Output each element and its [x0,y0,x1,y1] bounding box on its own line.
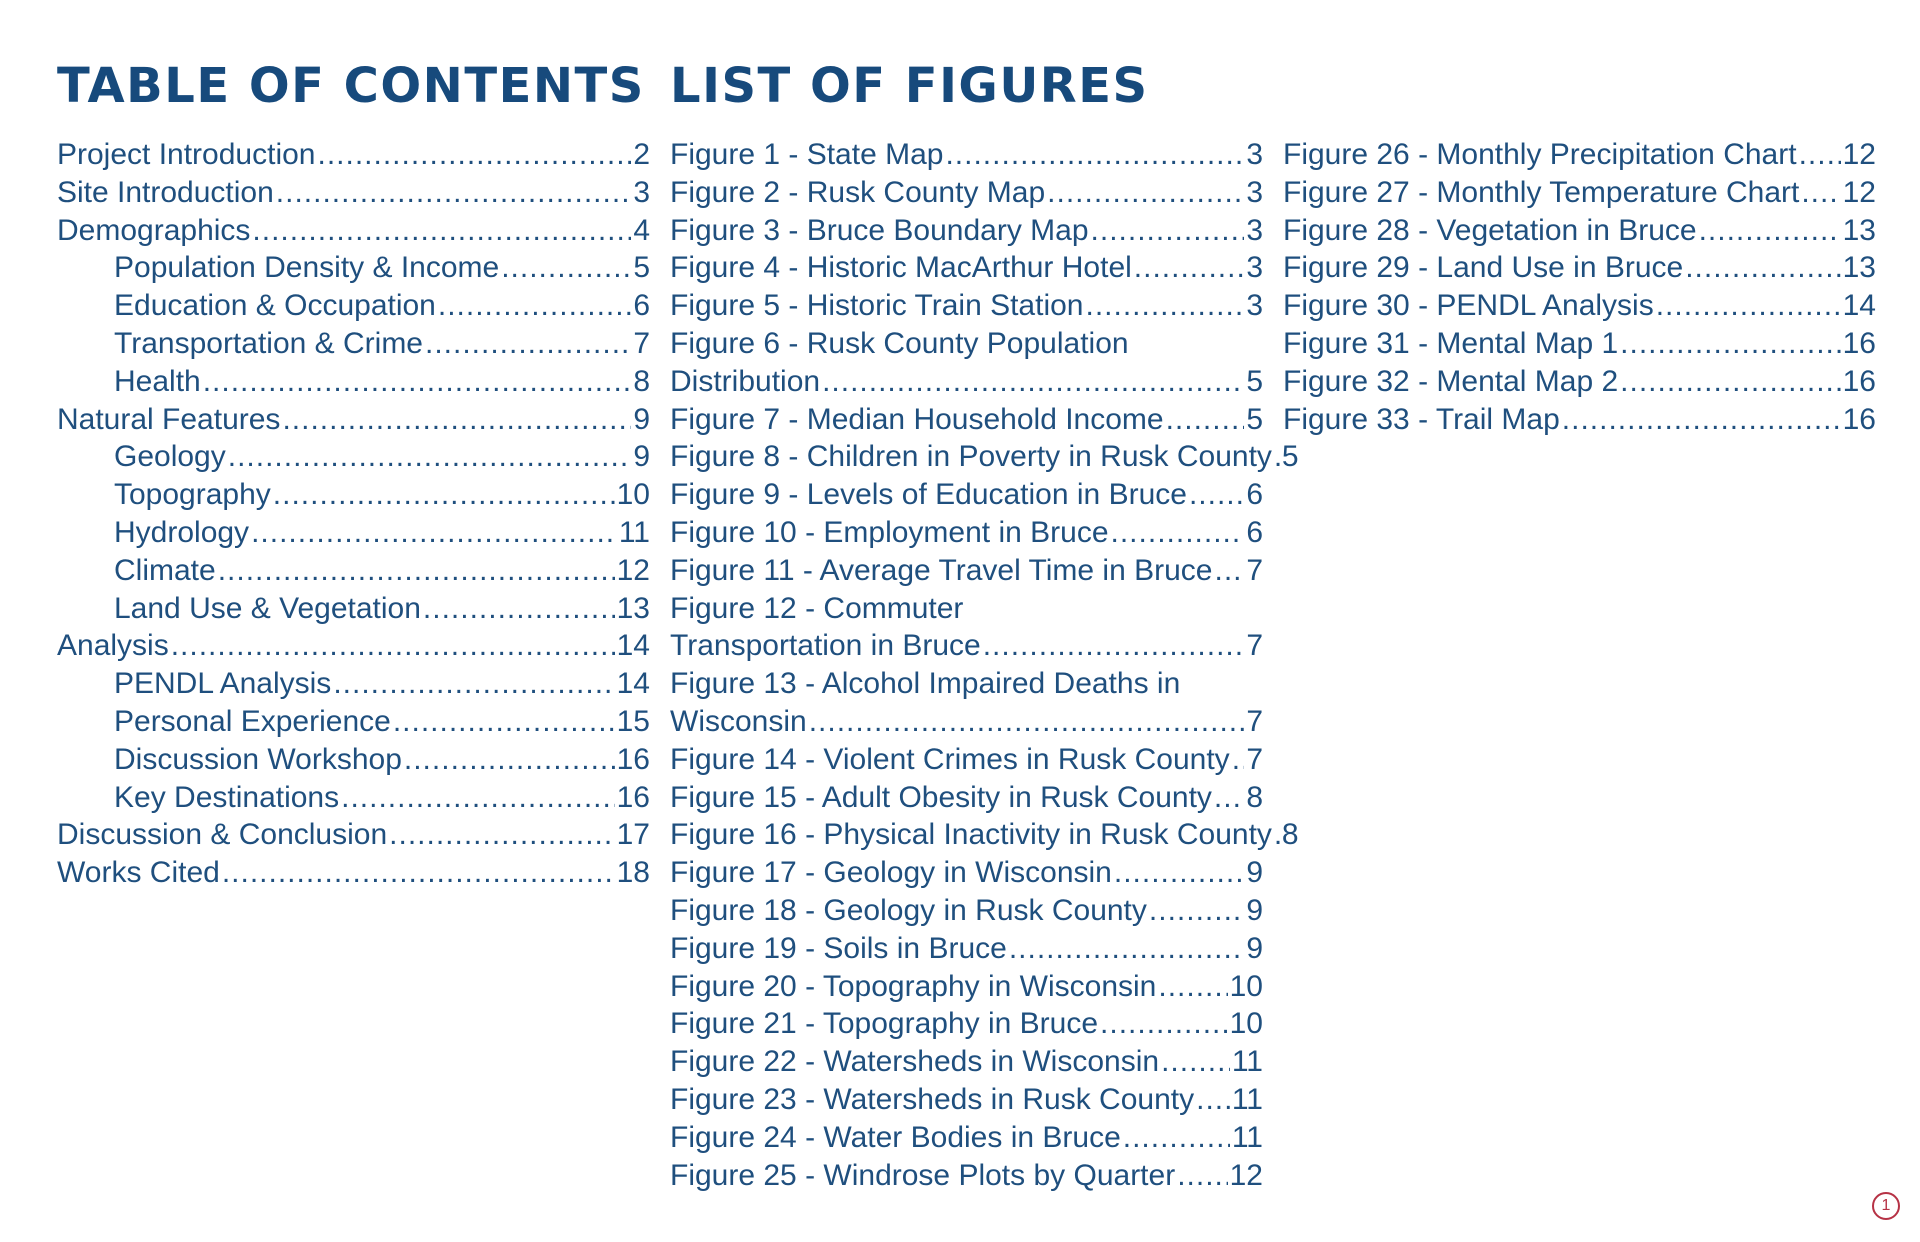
list-item[interactable] [670,138,1263,176]
entry-page-number: 9 [633,402,650,436]
entry-page-number: 6 [1246,515,1263,549]
list-item[interactable] [670,781,1263,819]
dot-leader [1274,440,1280,474]
entry-label: Personal Experience [114,704,391,738]
dot-leader [389,818,614,852]
dot-leader [228,440,632,474]
entry-page-number: 5 [1246,402,1263,436]
entry-page-number: 8 [1246,780,1263,814]
list-item[interactable] [57,705,650,743]
list-item[interactable] [670,440,1299,478]
list-item[interactable] [57,289,650,327]
entry-label: Figure 12 - Commuter [670,591,964,625]
list-item[interactable] [57,478,650,516]
list-item[interactable] [670,1045,1263,1083]
list-item[interactable] [57,327,650,365]
dot-leader [1562,403,1841,437]
figures-list-2 [1283,138,1876,440]
entry-label: Figure 33 - Trail Map [1283,402,1560,436]
dot-leader [1189,478,1244,512]
entry-label: Geology [114,440,226,474]
entry-page-number: 16 [1842,364,1876,398]
entry-page-number: 9 [1246,856,1263,890]
entry-label: Site Introduction [57,175,274,209]
dot-leader [1620,327,1840,361]
entry-label: Figure 6 - Rusk County Population [670,326,1129,360]
list-item[interactable] [670,176,1263,214]
entry-page-number: 12 [1842,175,1876,209]
list-item[interactable] [670,932,1263,970]
entry-label: Demographics [57,213,251,247]
dot-leader [282,403,631,437]
list-item[interactable] [670,856,1263,894]
entry-page-number: 12 [1229,1158,1263,1192]
list-item[interactable] [670,818,1299,856]
dot-leader [273,478,615,512]
entry-label: Education & Occupation [114,289,436,323]
entry-label: Transportation in Bruce [670,629,981,663]
list-item[interactable] [57,365,650,403]
entry-page-number: 15 [616,704,650,738]
entry-label: Key Destinations [114,780,340,814]
entry-label: Figure 14 - Violent Crimes in Rusk County [670,742,1230,776]
dot-leader [1196,1083,1230,1117]
dot-leader [1161,1045,1230,1079]
dot-leader [1091,214,1245,248]
entry-page-number: 11 [1231,1120,1263,1154]
entry-label: Distribution [670,364,821,398]
entry-label: Figure 28 - Vegetation in Bruce [1283,213,1697,247]
entry-page-number: 8 [1281,818,1299,852]
toc-heading: TABLE OF CONTENTS [57,58,645,114]
dot-leader [1111,516,1245,550]
dot-leader [404,743,615,777]
entry-page-number: 17 [616,818,650,852]
dot-leader [1214,554,1244,588]
entry-label: Figure 24 - Water Bodies in Bruce [670,1120,1121,1154]
dot-leader [1232,743,1245,777]
entry-page-number: 9 [633,440,650,474]
entry-page-number: 16 [616,780,650,814]
entry-page-number: 5 [1281,440,1299,474]
entry-label: Figure 9 - Levels of Education in Bruce [670,478,1187,512]
entry-page-number: 9 [1246,931,1263,965]
entry-label: Figure 27 - Monthly Temperature Chart [1283,175,1800,209]
list-item[interactable] [670,1007,1263,1045]
entry-page-number: 7 [1246,704,1263,738]
dot-leader [1123,1121,1230,1155]
dot-leader [1274,818,1280,852]
list-item[interactable] [1283,365,1876,403]
entry-label: Hydrology [114,515,250,549]
dot-leader [222,856,615,890]
dot-leader [809,705,1245,739]
dot-leader [1158,970,1227,1004]
entry-label: Figure 18 - Geology in Rusk County [670,893,1147,927]
list-item[interactable] [57,592,650,630]
entry-page-number: 13 [1842,213,1876,247]
entry-page-number: 11 [618,515,650,549]
list-item[interactable] [670,743,1263,781]
dot-leader [425,327,631,361]
dot-leader [501,251,631,285]
entry-page-number: 5 [1246,364,1263,398]
list-item[interactable] [57,856,650,894]
entry-label: Figure 8 - Children in Poverty in Rusk County [670,440,1272,474]
dot-leader [276,176,632,210]
dot-leader [1114,856,1244,890]
entry-page-number: 9 [1246,893,1263,927]
entry-page-number: 7 [1246,553,1263,587]
entry-label: Figure 11 - Average Travel Time in Bruce [670,553,1213,587]
entry-page-number: 18 [616,856,650,890]
list-item[interactable] [57,781,650,819]
dot-leader [333,667,614,701]
entry-page-number: 16 [1842,402,1876,436]
dot-leader [203,365,632,399]
list-item[interactable] [1283,289,1876,327]
list-item[interactable] [670,289,1263,327]
entry-page-number: 14 [616,667,650,701]
entry-label: Figure 1 - State Map [670,138,944,171]
entry-page-number: 14 [616,629,650,663]
list-item[interactable] [57,667,650,705]
dot-leader [1047,176,1244,210]
list-item[interactable] [670,516,1263,554]
entry-page-number: 13 [1842,251,1876,285]
entry-label: Wisconsin [670,704,807,738]
entry-label: Figure 16 - Physical Inactivity in Rusk County [670,818,1272,852]
figures-list-1 [670,138,1299,1196]
list-item[interactable] [670,1083,1263,1121]
list-item[interactable] [57,440,650,478]
entry-label: Transportation & Crime [114,326,423,360]
entry-label: Discussion & Conclusion [57,818,388,852]
list-item[interactable] [1283,403,1876,441]
entry-page-number: 11 [1231,1045,1263,1079]
entry-page-number: 13 [616,591,650,625]
entry-label: Figure 19 - Soils in Bruce [670,931,1007,965]
entry-page-number: 10 [616,478,650,512]
entry-page-number: 11 [1231,1082,1263,1116]
entry-page-number: 10 [1229,969,1263,1003]
dot-leader [1685,251,1840,285]
entry-page-number: 16 [616,742,650,776]
dot-leader [1620,365,1840,399]
entry-page-number: 3 [1246,289,1263,323]
list-item[interactable] [57,554,650,592]
dot-leader [1799,138,1841,172]
list-item[interactable] [670,478,1263,516]
dot-leader [393,705,615,739]
entry-page-number: 8 [633,364,650,398]
dot-leader [1134,251,1245,285]
list-item[interactable] [57,743,650,781]
list-item[interactable] [57,403,650,441]
entry-label: Population Density & Income [114,251,500,285]
entry-page-number: 3 [1246,138,1263,171]
list-item[interactable] [670,251,1263,289]
entry-page-number: 12 [616,553,650,587]
entry-label: Figure 2 - Rusk County Map [670,175,1046,209]
entry-page-number: 6 [1246,478,1263,512]
list-item[interactable] [670,1159,1263,1197]
entry-label: Figure 23 - Watersheds in Rusk County [670,1082,1195,1116]
entry-label: Figure 26 - Monthly Precipitation Chart [1283,138,1797,171]
entry-page-number: 12 [1842,138,1876,171]
entry-label: Figure 15 - Adult Obesity in Rusk County [670,780,1212,814]
list-item[interactable] [1283,251,1876,289]
list-item[interactable] [670,894,1263,932]
list-item[interactable] [1283,214,1876,252]
page-number-badge: 1 [1872,1192,1900,1220]
dot-leader [1166,403,1245,437]
list-item[interactable] [1283,176,1876,214]
dot-leader [252,214,631,248]
entry-label: Natural Features [57,402,281,436]
list-item[interactable] [1283,327,1876,365]
list-item[interactable] [57,214,650,252]
dot-leader [822,365,1244,399]
list-item[interactable] [670,629,1263,667]
dot-leader [1177,1159,1227,1193]
entry-label: Figure 4 - Historic MacArthur Hotel [670,251,1132,285]
entry-label: Figure 7 - Median Household Income [670,402,1164,436]
dot-leader [1149,894,1244,928]
entry-page-number: 6 [633,289,650,323]
entry-page-number: 16 [1842,326,1876,360]
list-item[interactable] [670,667,1263,705]
entry-label: Discussion Workshop [114,742,402,776]
entry-label: Analysis [57,629,169,663]
entry-label: Figure 21 - Topography in Bruce [670,1007,1099,1041]
entry-label: Figure 3 - Bruce Boundary Map [670,213,1089,247]
list-item[interactable] [670,327,1263,365]
dot-leader [1214,781,1244,815]
list-item[interactable] [57,176,650,214]
dot-leader [423,592,615,626]
list-item[interactable] [670,554,1263,592]
dot-leader [218,554,615,588]
dot-leader [438,289,631,323]
entry-label: Figure 22 - Watersheds in Wisconsin [670,1045,1160,1079]
entry-label: Figure 10 - Employment in Bruce [670,515,1109,549]
entry-label: Figure 20 - Topography in Wisconsin [670,969,1157,1003]
figures-heading: LIST OF FIGURES [670,58,1149,114]
list-item[interactable] [57,138,650,176]
list-item[interactable] [1283,138,1876,176]
entry-label: Figure 5 - Historic Train Station [670,289,1084,323]
dot-leader [1801,176,1840,210]
entry-page-number: 3 [633,175,650,209]
entry-label: Land Use & Vegetation [114,591,421,625]
entry-page-number: 5 [633,251,650,285]
entry-label: Works Cited [57,856,220,890]
dot-leader [1656,289,1841,323]
entry-label: PENDL Analysis [114,667,332,701]
entry-page-number: 7 [1246,742,1263,776]
toc-list [57,138,650,894]
entry-page-number: 3 [1246,251,1263,285]
list-item[interactable] [670,970,1263,1008]
entry-label: Figure 25 - Windrose Plots by Quarter [670,1158,1176,1192]
list-item[interactable] [670,365,1263,403]
entry-page-number: 3 [1246,175,1263,209]
entry-label: Figure 31 - Mental Map 1 [1283,326,1619,360]
list-item[interactable] [670,1121,1263,1159]
entry-label: Figure 13 - Alcohol Impaired Deaths in [670,667,1181,701]
entry-label: Figure 17 - Geology in Wisconsin [670,856,1112,890]
dot-leader [1699,214,1841,248]
dot-leader [1009,932,1245,966]
entry-label: Topography [114,478,271,512]
list-item[interactable] [57,818,650,856]
dot-leader [171,629,615,663]
entry-label: Project Introduction [57,138,316,171]
dot-leader [945,138,1244,172]
dot-leader [1100,1007,1228,1041]
entry-page-number: 7 [633,326,650,360]
list-item[interactable] [670,214,1263,252]
dot-leader [317,138,631,172]
dot-leader [1085,289,1244,323]
entry-page-number: 2 [633,138,650,171]
entry-page-number: 3 [1246,213,1263,247]
entry-page-number: 10 [1229,1007,1263,1041]
dot-leader [251,516,617,550]
list-item[interactable] [670,592,1263,630]
list-item[interactable] [57,251,650,289]
dot-leader [983,629,1245,663]
list-item[interactable] [670,705,1263,743]
list-item[interactable] [57,516,650,554]
dot-leader [341,781,615,815]
entry-page-number: 14 [1842,289,1876,323]
entry-label: Climate [114,553,216,587]
entry-page-number: 4 [633,213,650,247]
entry-label: Figure 30 - PENDL Analysis [1283,289,1654,323]
entry-label: Figure 32 - Mental Map 2 [1283,364,1619,398]
list-item[interactable] [670,403,1263,441]
list-item[interactable] [57,629,650,667]
entry-label: Figure 29 - Land Use in Bruce [1283,251,1684,285]
entry-page-number: 7 [1246,629,1263,663]
entry-label: Health [114,364,201,398]
